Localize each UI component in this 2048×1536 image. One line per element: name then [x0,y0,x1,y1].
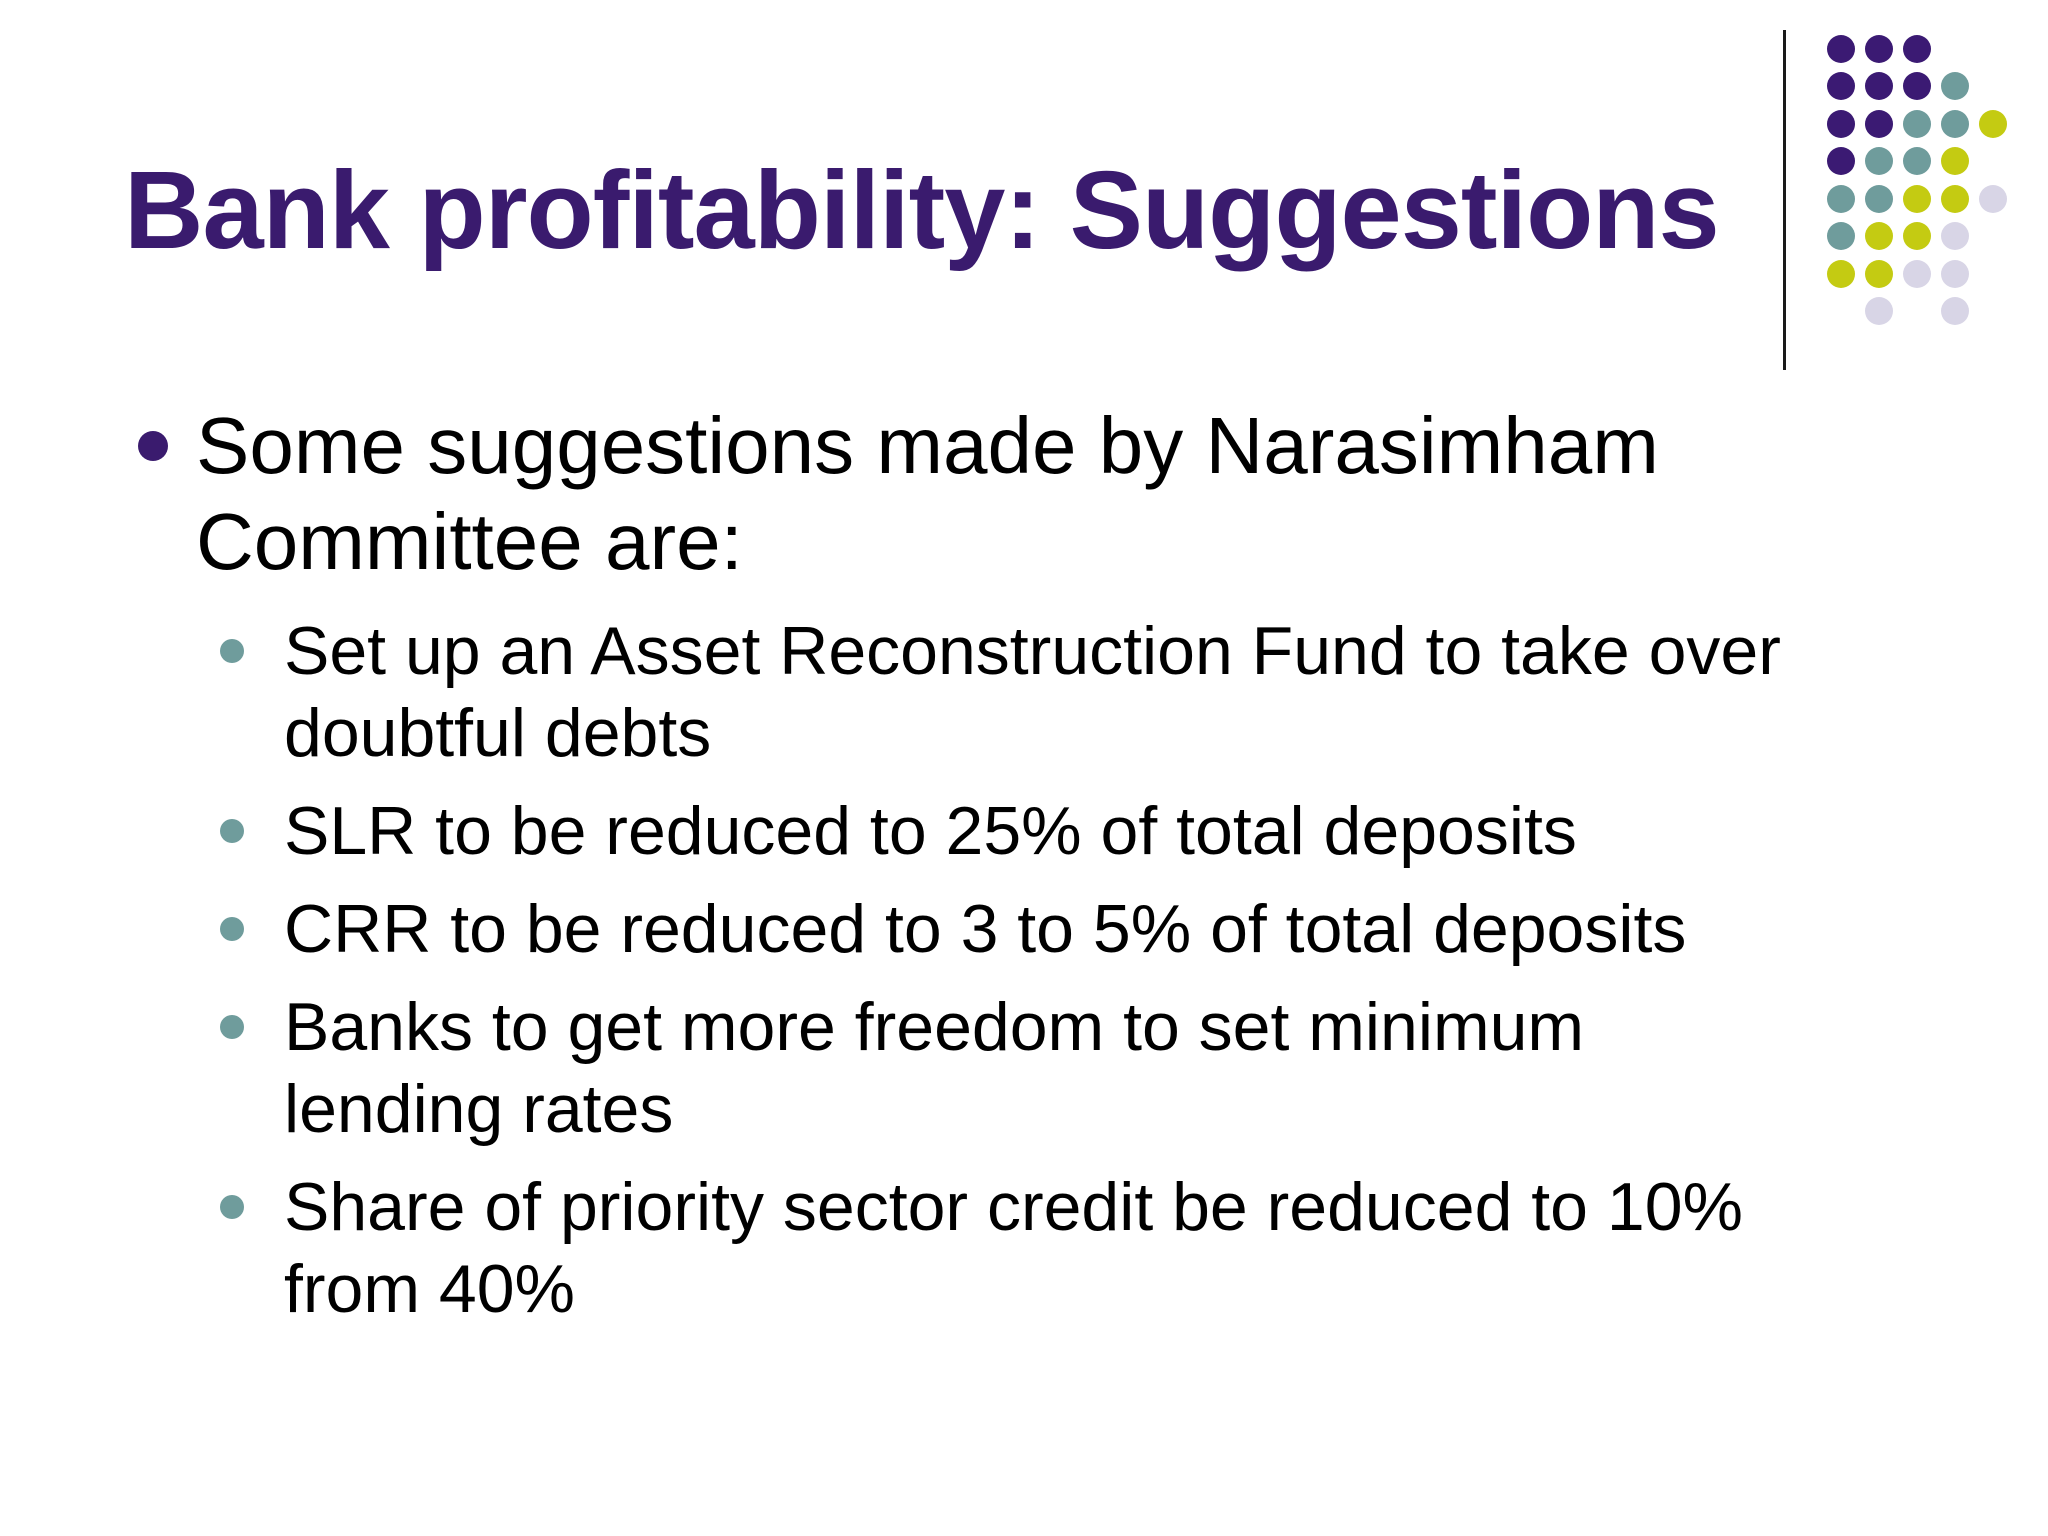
dot-empty [1979,35,2007,63]
dot-icon [1865,110,1893,138]
list-item-sub [220,1166,1781,1330]
bullet-icon [220,639,244,663]
dot-icon [1865,222,1893,250]
dot-icon [1941,297,1969,325]
bullet-icon [220,917,244,941]
list-item-sub [220,986,1781,1150]
dot-icon [1903,260,1931,288]
dot-icon [1941,110,1969,138]
bullet-text-line: CRR to be reduced to 3 to 5% of total deposits [284,891,1687,967]
dot-icon [1827,147,1855,175]
bullet-list [128,398,1781,1346]
dot-empty [1979,222,2007,250]
dot-icon [1865,185,1893,213]
dot-icon [1827,72,1855,100]
dot-empty [1827,297,1855,325]
dot-icon [1903,35,1931,63]
dot-icon [1979,110,2007,138]
bullet-text [284,1166,1743,1330]
bullet-icon [220,1015,244,1039]
bullet-text-line: from 40% [284,1251,575,1327]
dot-empty [1979,147,2007,175]
bullet-text-line: Share of priority sector credit be reduced to 10% [284,1169,1743,1245]
dot-icon [1941,72,1969,100]
dot-icon [1903,147,1931,175]
dot-icon [1903,72,1931,100]
dot-icon [1827,222,1855,250]
bullet-text-line: SLR to be reduced to 25% of total deposits [284,793,1577,869]
bullet-text [284,610,1781,774]
list-item-main [128,398,1781,590]
dot-icon [1827,185,1855,213]
dot-icon [1903,185,1931,213]
dot-icon [1941,185,1969,213]
divider-line [1783,30,1786,370]
dot-icon [1941,260,1969,288]
dot-icon [1865,35,1893,63]
dot-icon [1827,35,1855,63]
bullet-icon [138,431,168,461]
dot-empty [1979,297,2007,325]
dot-icon [1941,222,1969,250]
bullet-text-line: lending rates [284,1071,674,1147]
bullet-icon [220,819,244,843]
dot-icon [1979,185,2007,213]
bullet-icon [220,1195,244,1219]
bullet-text [196,398,1659,590]
dot-icon [1865,72,1893,100]
bullet-text [284,888,1686,970]
dot-pattern-decoration [1822,30,2012,330]
dot-empty [1941,35,1969,63]
dot-empty [1903,297,1931,325]
bullet-text-line: Set up an Asset Reconstruction Fund to take over [284,613,1781,689]
dot-icon [1865,147,1893,175]
list-item-sub [220,790,1781,872]
dot-empty [1979,72,2007,100]
list-item-sub [220,888,1781,970]
bullet-text [284,986,1584,1150]
dot-icon [1827,260,1855,288]
dot-icon [1903,110,1931,138]
dot-icon [1903,222,1931,250]
bullet-text-line: doubtful debts [284,695,712,771]
dot-icon [1941,147,1969,175]
bullet-text-line: Some suggestions made by Narasimham [196,401,1659,490]
bullet-text [284,790,1577,872]
dot-icon [1865,297,1893,325]
dot-empty [1979,260,2007,288]
bullet-text-line: Committee are: [196,497,743,586]
list-item-sub [220,610,1781,774]
dot-icon [1865,260,1893,288]
slide-title: Bank profitability: Suggestions [124,149,1719,272]
dot-icon [1827,110,1855,138]
bullet-text-line: Banks to get more freedom to set minimum [284,989,1585,1065]
